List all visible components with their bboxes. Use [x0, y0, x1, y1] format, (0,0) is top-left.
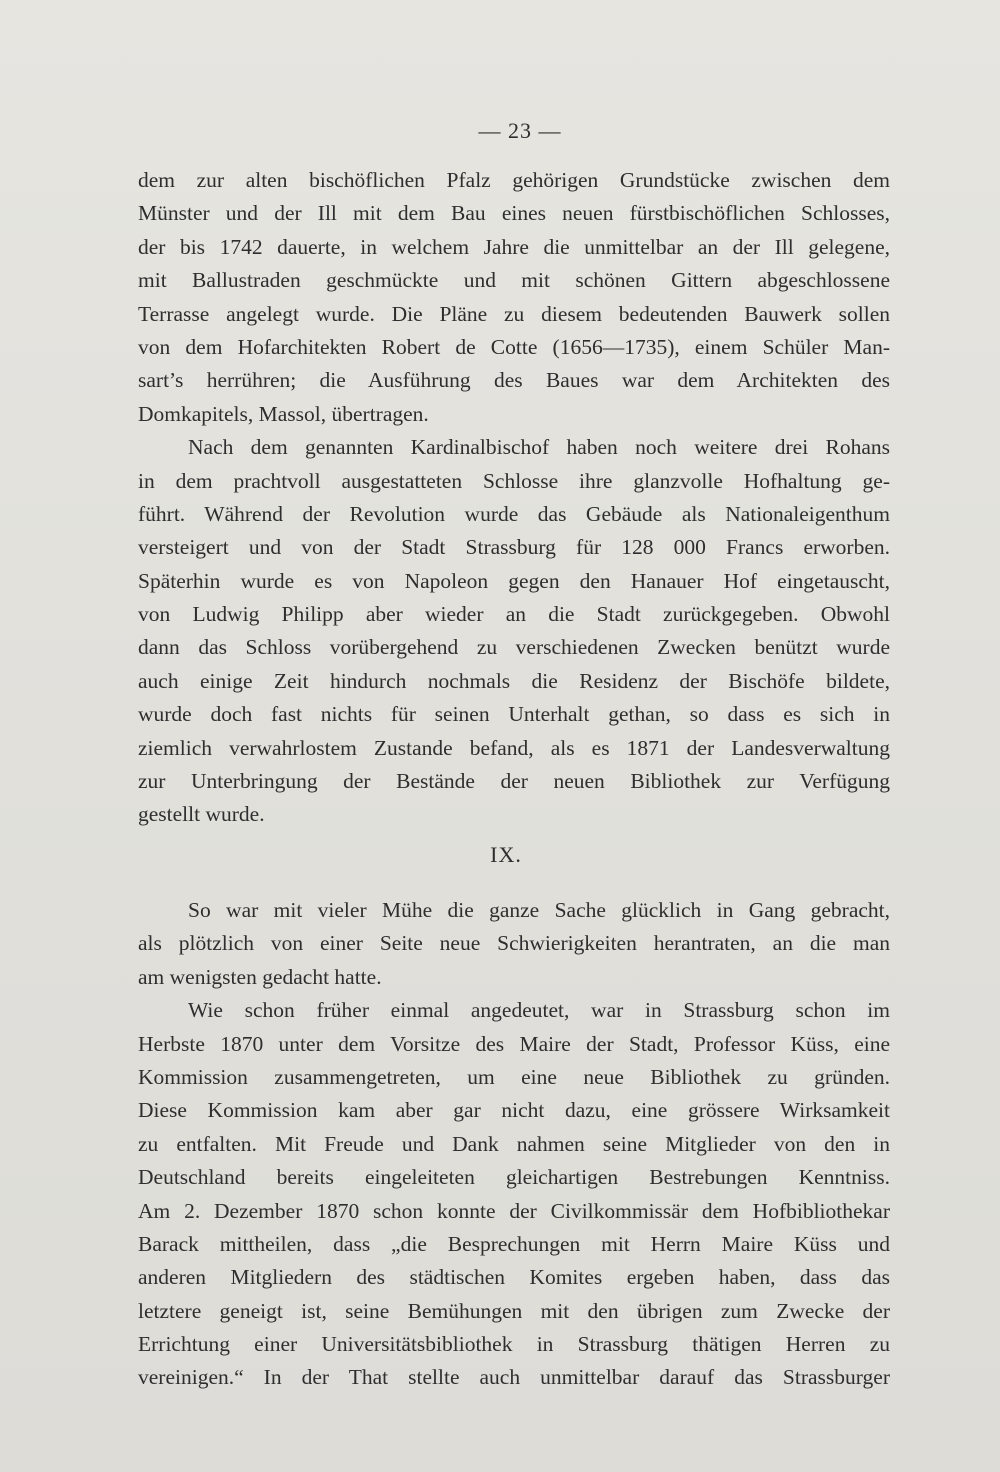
- text-line: von dem Hofarchitekten Robert de Cotte (1656—1735), einem Schüler Man-: [138, 334, 890, 359]
- text-line: mit Ballustraden geschmückte und mit schönen Gittern abgeschlossene: [138, 268, 890, 293]
- text-line: in dem prachtvoll ausgestatteten Schlosse ihre glanzvolle Hofhaltung ge-: [138, 468, 890, 493]
- section-heading: IX.: [490, 842, 522, 867]
- text-line: führt. Während der Revolution wurde das Gebäude als Nationaleigenthum: [138, 501, 890, 526]
- text-line: Diese Kommission kam aber gar nicht dazu, eine grössere Wirksamkeit: [138, 1098, 890, 1123]
- text-line: sart’s herrühren; die Ausführung des Baues war dem Architekten des: [138, 368, 890, 393]
- text-line: dann das Schloss vorübergehend zu verschiedenen Zwecken benützt wurde: [138, 635, 890, 660]
- text-line: letztere geneigt ist, seine Bemühungen mit den übrigen zum Zwecke der: [138, 1298, 890, 1323]
- page-number: — 23 —: [478, 118, 562, 143]
- text-line: am wenigsten gedacht hatte.: [138, 964, 382, 989]
- text-line: Errichtung einer Universitätsbibliothek in Strassburg thätigen Herren zu: [138, 1332, 890, 1357]
- text-line: Kommission zusammengetreten, um eine neue Bibliothek zu gründen.: [138, 1064, 890, 1089]
- text-line: zur Unterbringung der Bestände der neuen Bibliothek zur Verfügung: [138, 769, 890, 794]
- text-line: auch einige Zeit hindurch nochmals die Residenz der Bischöfe bildete,: [138, 668, 890, 693]
- text-line: Nach dem genannten Kardinalbischof haben noch weitere drei Rohans: [188, 435, 890, 460]
- text-line: als plötzlich von einer Seite neue Schwierigkeiten herantraten, an die man: [138, 931, 890, 956]
- text-line: wurde doch fast nichts für seinen Unterhalt gethan, so dass es sich in: [138, 702, 890, 727]
- text-line: Terrasse angelegt wurde. Die Pläne zu diesem bedeutenden Bauwerk sollen: [138, 301, 890, 326]
- text-line: der bis 1742 dauerte, in welchem Jahre die unmittelbar an der Ill gelegene,: [138, 234, 890, 259]
- text-line: So war mit vieler Mühe die ganze Sache glücklich in Gang gebracht,: [188, 898, 890, 922]
- text-line: Herbste 1870 unter dem Vorsitze des Maire der Stadt, Professor Küss, eine: [138, 1031, 890, 1056]
- text-line: vereinigen.“ In der That stellte auch unmittelbar darauf das Strassburger: [138, 1365, 890, 1390]
- text-line: von Ludwig Philipp aber wieder an die Stadt zurückgegeben. Obwohl: [138, 602, 890, 627]
- text-block-top: [138, 164, 890, 832]
- text-block-bottom: [138, 894, 890, 1395]
- text-line: Domkapitels, Massol, übertragen.: [138, 401, 429, 426]
- text-line: Späterhin wurde es von Napoleon gegen den Hanauer Hof eingetauscht,: [138, 568, 890, 593]
- text-line: Barack mittheilen, dass „die Besprechungen mit Herrn Maire Küss und: [138, 1231, 890, 1256]
- text-line: gestellt wurde.: [138, 802, 265, 827]
- text-line: zu entfalten. Mit Freude und Dank nahmen seine Mitglieder von den in: [138, 1131, 890, 1156]
- text-line: Deutschland bereits eingeleiteten gleichartigen Bestrebungen Kenntniss.: [138, 1165, 890, 1190]
- text-line: dem zur alten bischöflichen Pfalz gehörigen Grundstücke zwischen dem: [138, 168, 890, 192]
- text-line: Am 2. Dezember 1870 schon konnte der Civilkommissär dem Hofbibliothekar: [138, 1198, 890, 1223]
- text-line: Wie schon früher einmal angedeutet, war in Strassburg schon im: [188, 998, 890, 1023]
- text-line: anderen Mitgliedern des städtischen Komites ergeben haben, dass das: [138, 1265, 890, 1290]
- text-line: versteigert und von der Stadt Strassburg für 128 000 Francs erworben.: [138, 535, 890, 560]
- text-line: ziemlich verwahrlostem Zustande befand, als es 1871 der Landesverwaltung: [138, 735, 890, 760]
- text-line: Münster und der Ill mit dem Bau eines neuen fürstbischöflichen Schlosses,: [138, 201, 890, 226]
